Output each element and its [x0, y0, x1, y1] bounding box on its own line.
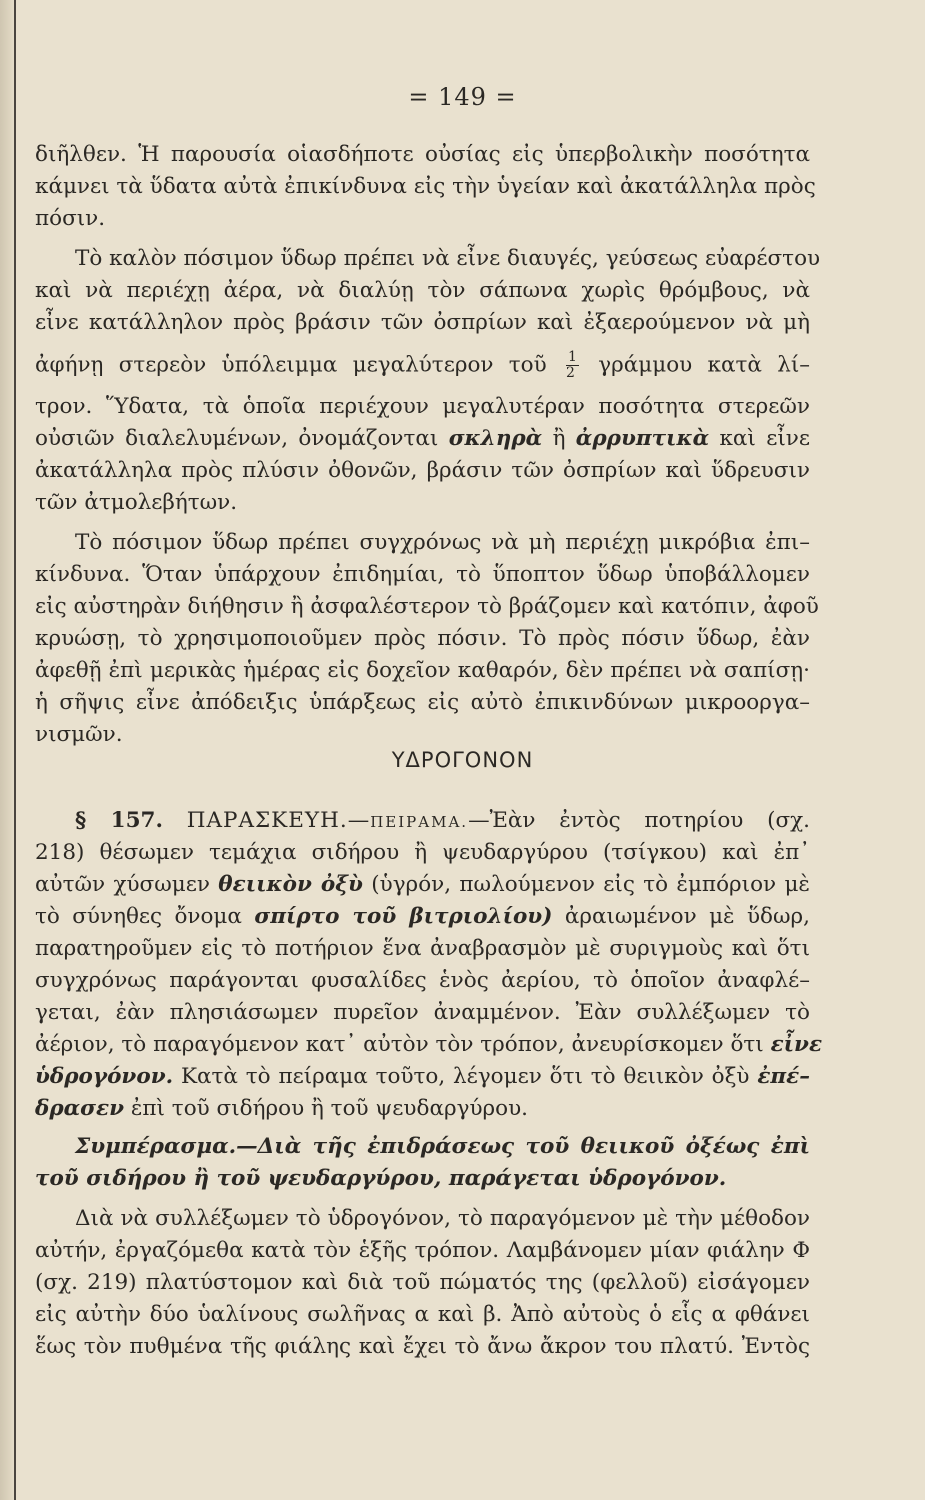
- text-span: γράμμου κατὰ λί–: [598, 352, 810, 378]
- text-line: [35, 1094, 810, 1124]
- text-line: γεται, ἐὰν πλησιάσωμεν πυρεῖον ἀναμμένον. Ἐὰν συλλέξωμεν τὸ: [35, 1000, 810, 1025]
- text-span: ἀέριον, τὸ παραγόμενον κατ᾿ αὐτὸν τὸν τρόπον, ἀνευρίσκομεν ὅτι: [35, 1032, 764, 1057]
- text-line: ἀφεθῇ ἐπὶ μερικὰς ἡμέρας εἰς δοχεῖον καθαρόν, δὲν πρέπει νὰ σαπίσῃ·: [35, 658, 810, 683]
- text-span: ἀφήνῃ στερεὸν ὑπόλειμμα μεγαλύτερον τοῦ: [35, 352, 547, 378]
- fraction: [566, 350, 579, 381]
- section-number: § 157.: [75, 808, 163, 833]
- text-line: κρυώσῃ, τὸ χρησιμοποιοῦμεν πρὸς πόσιν. Τὸ πρὸς πόσιν ὕδωρ, ἐὰν: [35, 626, 810, 651]
- text-line: 218) θέσωμεν τεμάχια σιδήρου ἢ ψευδαργύρου (τσίγκου) καὶ ἐπ᾿: [35, 840, 810, 865]
- text-line: κίνδυνα. Ὅταν ὑπάρχουν ἐπιδημίαι, τὸ ὕποπτον ὕδωρ ὑποβάλλομεν: [35, 562, 810, 587]
- text-line: (σχ. 219) πλατύστομον καὶ διὰ τοῦ πώματός της (φελλοῦ) εἰσάγομεν: [35, 1270, 810, 1295]
- text-line: συγχρόνως παράγονται φυσαλίδες ἑνὸς ἀερίου, τὸ ὁποῖον ἀναφλέ–: [35, 968, 810, 993]
- term-is: εἶνε: [770, 1032, 823, 1057]
- term-vitriol: σπίρτο τοῦ βιτριολίου): [254, 904, 553, 929]
- experiment-label: ΠΕΙΡΑΜΑ.: [370, 813, 469, 831]
- text-line: τρον. Ὕδατα, τὰ ὁποῖα περιέχουν μεγαλυτέραν ποσότητα στερεῶν: [35, 394, 810, 419]
- section-157-line: [35, 806, 810, 837]
- text-span: τὸ σύνηθες ὄνομα: [35, 904, 242, 929]
- text-line: τῶν ἀτμολεβήτων.: [35, 490, 238, 515]
- text-line: αὐτήν, ἐργαζόμεθα κατὰ τὸν ἑξῆς τρόπον. Λαμβάνομεν μίαν φιάλην Φ: [35, 1238, 810, 1263]
- text-line: καὶ νὰ περιέχῃ ἀέρα, νὰ διαλύῃ τὸν σάπωνα χωρὶς θρόμβους, νὰ: [35, 278, 810, 303]
- text-line: [35, 870, 810, 900]
- conclusion-line: τοῦ σιδήρου ἢ τοῦ ψευδαργύρου, παράγεται ὑδρογόνον.: [35, 1166, 727, 1191]
- text-line: Τὸ πόσιμον ὕδωρ πρέπει συγχρόνως νὰ μὴ περιέχῃ μικρόβια ἐπι–: [75, 530, 810, 555]
- term-acted-end: δρασεν: [35, 1096, 125, 1121]
- text-line: ἀκατάλληλα πρὸς πλύσιν ὀθονῶν, βράσιν τῶν ὀσπρίων καὶ ὕδρευσιν: [35, 458, 810, 483]
- text-line: νισμῶν.: [35, 722, 123, 747]
- text-span: ἢ: [552, 426, 566, 451]
- term-acted: ἐπέ–: [757, 1064, 810, 1089]
- term-nonlathering: ἀρρυπτικὰ: [575, 426, 710, 451]
- text-span: ἐπὶ τοῦ σιδήρου ἢ τοῦ ψευδαργύρου.: [130, 1096, 529, 1121]
- text-line: διῆλθεν. Ἡ παρουσία οἱασδήποτε οὐσίας εἰς ὑπερβολικὴν ποσότητα: [35, 142, 810, 167]
- text-line: [35, 424, 810, 454]
- fraction-numerator: 1: [568, 349, 577, 365]
- fraction-denominator: 2: [566, 365, 575, 381]
- text-line: ἕως τὸν πυθμένα τῆς φιάλης καὶ ἔχει τὸ ἄνω ἄκρον του πλατύ. Ἐντὸς: [35, 1334, 810, 1359]
- text-span: ἀραιωμένον μὲ ὕδωρ,: [564, 904, 811, 929]
- term-sulfuric-acid: θειικὸν ὀξὺ: [218, 872, 363, 897]
- text-line: [35, 902, 810, 932]
- text-line: ἡ σῆψις εἶνε ἀπόδειξις ὑπάρξεως εἰς αὐτὸ ἐπικινδύνων μικροοργα–: [35, 690, 810, 715]
- text-line: παρατηροῦμεν εἰς τὸ ποτήριον ἕνα ἀναβρασμὸν μὲ συριγμοὺς καὶ ὅτι: [35, 936, 810, 961]
- text-span: (ὑγρόν, πωλούμενον εἰς τὸ ἐμπόριον μὲ: [371, 872, 810, 897]
- text-span: Κατὰ τὸ πείραμα τοῦτο, λέγομεν ὅτι τὸ θειικὸν ὀξὺ: [180, 1064, 750, 1089]
- text-span: καὶ εἶνε: [719, 426, 810, 451]
- section-heading: ΥΔΡΟΓΟΝΟΝ: [391, 748, 534, 772]
- term-hydrogen: ὑδρογόνον.: [35, 1064, 174, 1089]
- text-line: Τὸ καλὸν πόσιμον ὕδωρ πρέπει νὰ εἶνε διαυγές, γεύσεως εὐαρέστου: [75, 246, 821, 271]
- text-line: πόσιν.: [35, 206, 106, 231]
- term-hard: σκληρὰ: [448, 426, 543, 451]
- text-span: οὐσιῶν διαλελυμένων, ὀνομάζονται: [35, 426, 439, 451]
- text-line: κάμνει τὰ ὕδατα αὐτὰ ἐπικίνδυνα εἰς τὴν ὑγείαν καὶ ἀκατάλληλα πρὸς: [35, 174, 816, 199]
- text-line: [35, 1062, 810, 1092]
- text-line: εἰς αὐτὴν δύο ὑαλίνους σωλῆνας α καὶ β. Ἀπὸ αὐτοὺς ὁ εἷς α φθάνει: [35, 1302, 810, 1327]
- page-number: = 149 =: [408, 83, 517, 111]
- text-line: εἶνε κατάλληλον πρὸς βράσιν τῶν ὀσπρίων καὶ ἐξαερούμενον νὰ μὴ: [35, 310, 810, 335]
- text-line: εἰς αὐστηρὰν διήθησιν ἢ ἀσφαλέστερον τὸ βράζομεν καὶ κατόπιν, ἀφοῦ: [35, 594, 819, 619]
- text-span: —Ἐὰν ἐντὸς ποτηρίου (σχ.: [468, 808, 810, 833]
- text-line: [35, 1030, 823, 1060]
- text-line: Διὰ νὰ συλλέξωμεν τὸ ὑδρογόνον, τὸ παραγόμενον μὲ τὴν μέθοδον: [75, 1206, 810, 1231]
- text-line-fraction: [35, 350, 810, 381]
- section-title: ΠΑΡΑΣΚΕΥΗ.—: [186, 808, 371, 833]
- conclusion-line: Συμπέρασμα.—Διὰ τῆς ἐπιδράσεως τοῦ θειικοῦ ὀξέως ἐπὶ: [75, 1134, 810, 1159]
- text-span: αὐτῶν χύσωμεν: [35, 872, 210, 897]
